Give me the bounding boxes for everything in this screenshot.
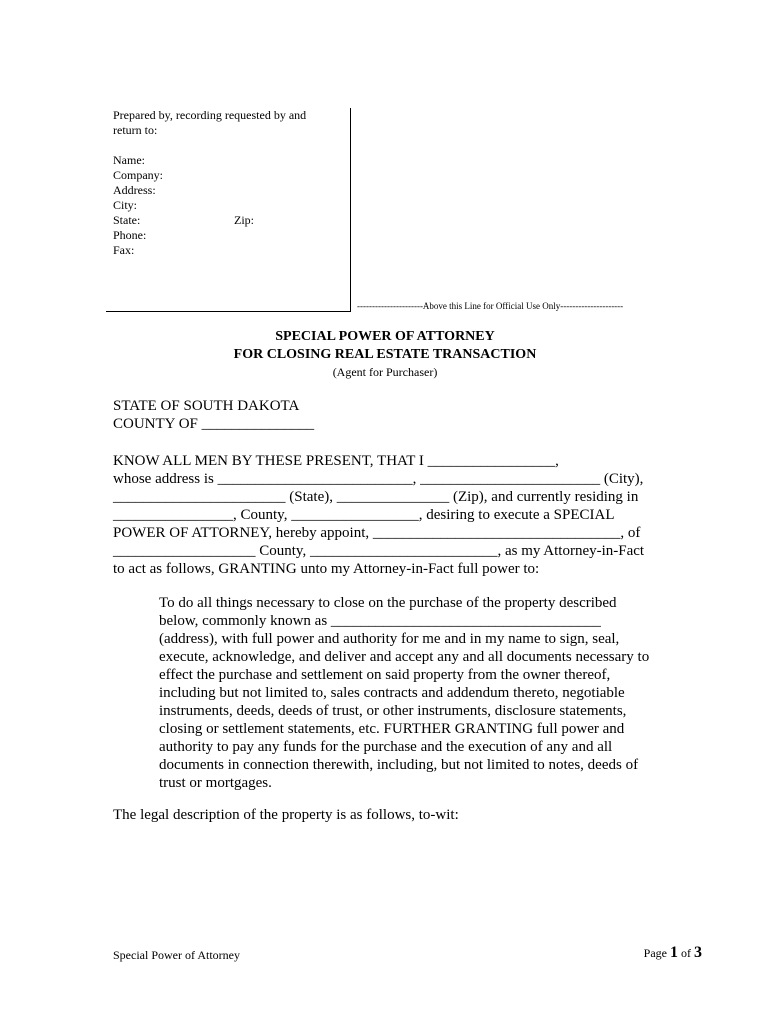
county-line: COUNTY OF _______________ xyxy=(113,416,315,432)
legal-description-heading: The legal description of the property is as follows, to-wit: xyxy=(113,807,459,823)
paragraph-line: _______________________ (State), _______________ (Zip), and currently residing in xyxy=(113,489,639,505)
paragraph-line: POWER OF ATTORNEY, hereby appoint, _________________________________, of xyxy=(113,525,641,541)
paragraph-line: documents in connection therewith, including, but not limited to notes, deeds of xyxy=(159,757,639,773)
paragraph-line: ________________, County, _________________, desiring to execute a SPECIAL xyxy=(113,507,615,523)
prepared-by-line2: return to: xyxy=(113,123,158,137)
return-to-fields xyxy=(113,153,254,258)
paragraph-line: including but not limited to, sales contracts and addendum thereto, negotiable xyxy=(159,685,625,701)
footer-title: Special Power of Attorney xyxy=(113,948,240,962)
fax-field-label: Fax: xyxy=(113,243,135,257)
name-field-label: Name: xyxy=(113,153,145,167)
paragraph-line: trust or mortgages. xyxy=(159,775,272,791)
powers-paragraph xyxy=(159,594,659,792)
paragraph-line: to act as follows, GRANTING unto my Attorney-in-Fact full power to: xyxy=(113,561,540,577)
document-title: SPECIAL POWER OF ATTORNEY xyxy=(275,329,495,344)
prepared-by-line1: Prepared by, recording requested by and xyxy=(113,108,307,122)
paragraph-line: ___________________ County, _________________________, as my Attorney-in-Fact xyxy=(113,543,645,559)
state-line: STATE OF SOUTH DAKOTA xyxy=(113,398,300,414)
paragraph-line: effect the purchase and settlement on said property from the owner thereof, xyxy=(159,667,611,683)
grant-paragraph xyxy=(113,452,658,578)
paragraph-line: To do all things necessary to close on the purchase of the property described xyxy=(159,595,617,611)
document-subtitle: (Agent for Purchaser) xyxy=(332,365,438,379)
zip-field-label: Zip: xyxy=(234,213,254,227)
paragraph-line: closing or settlement statements, etc. FURTHER GRANTING full power and xyxy=(159,721,625,737)
document-title-line2: FOR CLOSING REAL ESTATE TRANSACTION xyxy=(233,347,537,362)
prepared-by-text xyxy=(113,108,333,138)
phone-field-label: Phone: xyxy=(113,228,147,242)
page-number xyxy=(644,944,702,962)
paragraph-line: below, commonly known as ____________________________________ xyxy=(159,613,601,629)
of-word: of xyxy=(681,946,691,960)
total-pages: 3 xyxy=(694,944,702,961)
venue-block xyxy=(113,397,314,433)
paragraph-line: instruments, deeds, deeds of trust, or other instruments, disclosure statements, xyxy=(159,703,627,719)
state-field-label: State: xyxy=(113,213,141,227)
address-field-label: Address: xyxy=(113,183,156,197)
paragraph-line: (address), with full power and authority for me and in my name to sign, seal, xyxy=(159,631,620,647)
current-page: 1 xyxy=(670,944,678,961)
paragraph-line: authority to pay any funds for the purchase and the execution of any and all xyxy=(159,739,613,755)
paragraph-line: execute, acknowledge, and deliver and accept any and all documents necessary to xyxy=(159,649,650,665)
state-zip-row xyxy=(113,213,254,228)
city-field-label: City: xyxy=(113,198,138,212)
paragraph-line: KNOW ALL MEN BY THESE PRESENT, THAT I _________________, xyxy=(113,453,559,469)
company-field-label: Company: xyxy=(113,168,163,182)
page-word: Page xyxy=(643,946,667,960)
official-use-line: ----------------------Above this Line for Official Use Only--------------------- xyxy=(357,301,624,311)
paragraph-line: whose address is __________________________, ________________________ (City), xyxy=(113,471,644,487)
